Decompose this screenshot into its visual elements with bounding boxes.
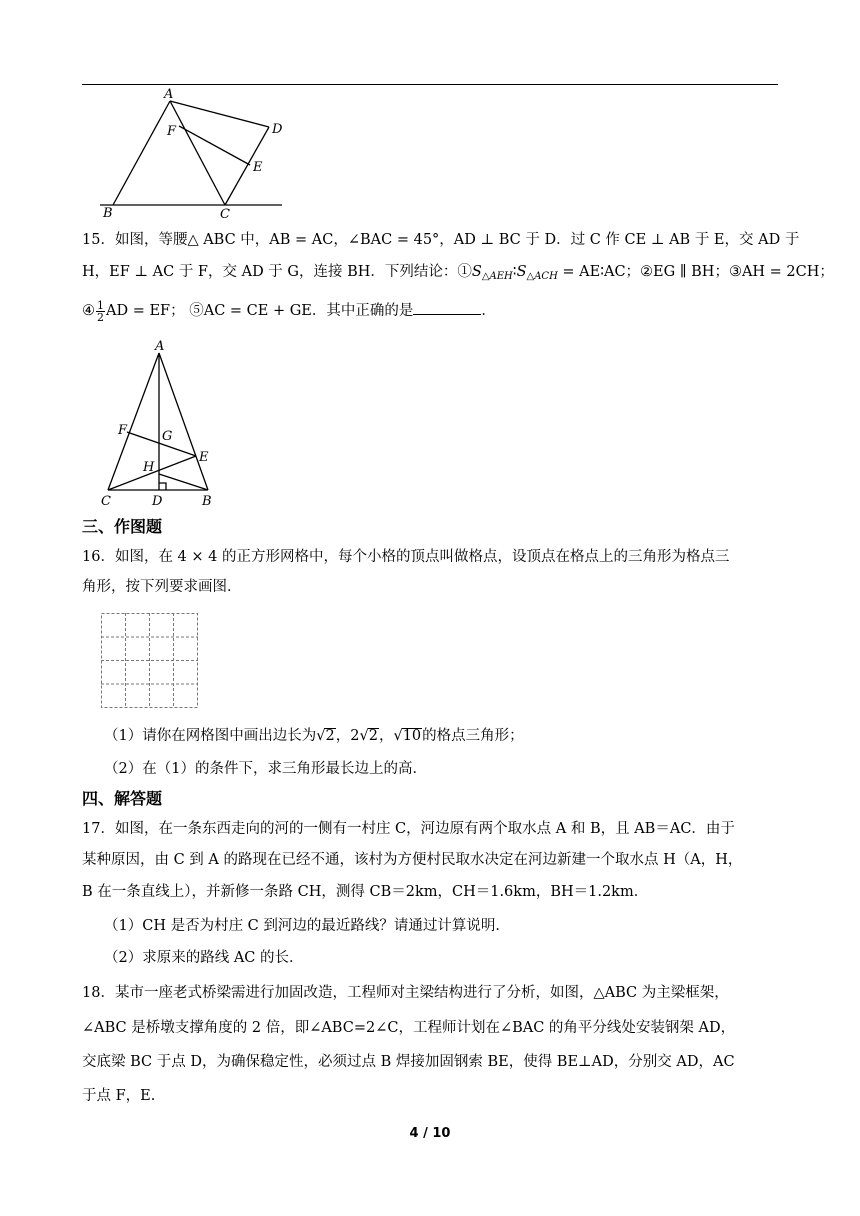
q17-sub-2: （2）求原来的路线 AC 的长．	[104, 950, 304, 966]
q15-s-ach: S	[516, 264, 527, 280]
q15-circled-4: ④	[82, 303, 95, 319]
figure-1-triangle	[96, 86, 292, 222]
figure-2-isosceles-triangle	[96, 336, 220, 510]
fig1-label-c: C	[220, 207, 230, 222]
q16-line-1: 16．如图，在 4 × 4 的正方形网格中，每个小格的顶点叫做格点，设顶点在格点上的三角形为格点三	[82, 549, 730, 565]
q18-line-2: ∠ABC 是桥墩支撑角度的 2 倍，即∠ABC=2∠C，工程师计划在∠BAC 的角平分线处安装钢架 AD，	[82, 1020, 736, 1036]
fig2-label-a: A	[155, 339, 165, 354]
sqrt-symbol-2: √	[359, 728, 369, 744]
fig1-side-ad	[170, 101, 269, 127]
q15-answer-blank[interactable]	[413, 298, 481, 315]
q15-ratio-colon: ∶	[512, 264, 517, 280]
q18-line-1: 18．某市一座老式桥梁需进行加固改造，工程师对主梁结构进行了分析，如图，△ABC 为主梁框架，	[82, 985, 729, 1001]
section-4-heading: 四、解答题	[82, 789, 163, 808]
header-rule	[82, 84, 778, 85]
fig1-label-b: B	[103, 206, 113, 221]
grid-4x4[interactable]	[101, 613, 199, 709]
q15-frac-num: 1	[97, 298, 104, 312]
fig1-segment-fe	[179, 126, 250, 165]
q15-line-2b: = AE∶AC；②EG ∥ BH；③AH = 2CH；	[557, 264, 834, 280]
fig1-label-a: A	[164, 87, 174, 102]
sqrt-symbol-3: √	[393, 728, 403, 744]
q15-fraction-half	[96, 300, 105, 323]
q15-frac-den: 2	[97, 310, 104, 324]
q17-line-3: B 在一条直线上），并新修一条路 CH，测得 CB＝2km，CH＝1.6km，BH＝1.2km．	[82, 884, 649, 900]
q16-sub-1	[104, 721, 800, 751]
q15-s-ach-sub: △ACH	[526, 271, 558, 282]
q18-line-4: 于点 F，E.	[82, 1088, 156, 1104]
q16-sub-2: （2）在（1）的条件下，求三角形最长边上的高．	[104, 761, 427, 777]
fig2-label-d: D	[152, 494, 163, 509]
q18-line-3: 交底梁 BC 于点 D，为确保稳定性，必须过点 B 焊接加固钢索 BE，使得 BE⊥AD，分别交 AD，AC	[82, 1054, 735, 1070]
q15-line-1: 15．如图，等腰△ ABC 中，AB = AC，∠BAC = 45°，AD ⊥ BC 于 D．过 C 作 CE ⊥ AB 于 E，交 AD 于	[82, 232, 800, 248]
q15-line-2a: H，EF ⊥ AC 于 F，交 AD 于 G，连接 BH．下列结论：①	[82, 264, 472, 280]
q16-sep-1: ，2	[335, 728, 360, 744]
page-number: 4 / 10	[409, 1126, 451, 1141]
sqrt-2: 2	[325, 728, 335, 744]
fig1-label-f: F	[167, 124, 177, 139]
fig1-label-e: E	[253, 160, 263, 175]
fig1-side-ac	[170, 101, 225, 205]
fig2-label-f: F	[118, 423, 128, 438]
q15-line-2	[82, 257, 834, 292]
sqrt-10: 10	[402, 728, 422, 744]
fig2-right-angle-mark	[159, 483, 166, 490]
q17-sub-1: （1）CH 是否为村庄 C 到河边的最近路线？请通过计算说明．	[104, 918, 510, 934]
q17-line-1: 17．如图，在一条东西走向的河的一侧有一村庄 C，河边原有两个取水点 A 和 B，且 AB＝AC．由于	[82, 821, 735, 837]
q16-line-2: 角形，按下列要求画图．	[82, 579, 242, 595]
q16-sep-2: ，	[378, 728, 394, 744]
fig2-label-h: H	[143, 460, 155, 475]
fig2-label-c: C	[101, 494, 111, 509]
q16-sub-1-a: （1）请你在网格图中画出边长为	[104, 728, 317, 744]
q15-s-aeh: S	[471, 264, 482, 280]
sqrt-2-b: 2	[368, 728, 378, 744]
q15-line-3a: AD = EF； ⑤AC = CE + GE．其中正确的是	[106, 303, 414, 319]
q17-line-2: 某种原因，由 C 到 A 的路现在已经不通，该村为方便村民取水决定在河边新建一个取水点 H（A，H，	[82, 852, 743, 868]
q15-line-3b: ．	[481, 303, 496, 319]
fig2-label-b: B	[202, 494, 212, 509]
q15-s-aeh-sub: △AEH	[481, 271, 513, 282]
q16-sub-1-b: 的格点三角形；	[422, 728, 524, 744]
fig1-label-d: D	[272, 122, 283, 137]
fig2-label-e: E	[199, 450, 209, 465]
q15-line-3	[82, 296, 778, 326]
section-3-heading: 三、作图题	[82, 517, 163, 536]
fig1-side-ab	[113, 101, 170, 205]
fig2-label-g: G	[162, 429, 173, 444]
sqrt-symbol-1: √	[316, 728, 326, 744]
fig2-side-ab	[159, 353, 208, 490]
